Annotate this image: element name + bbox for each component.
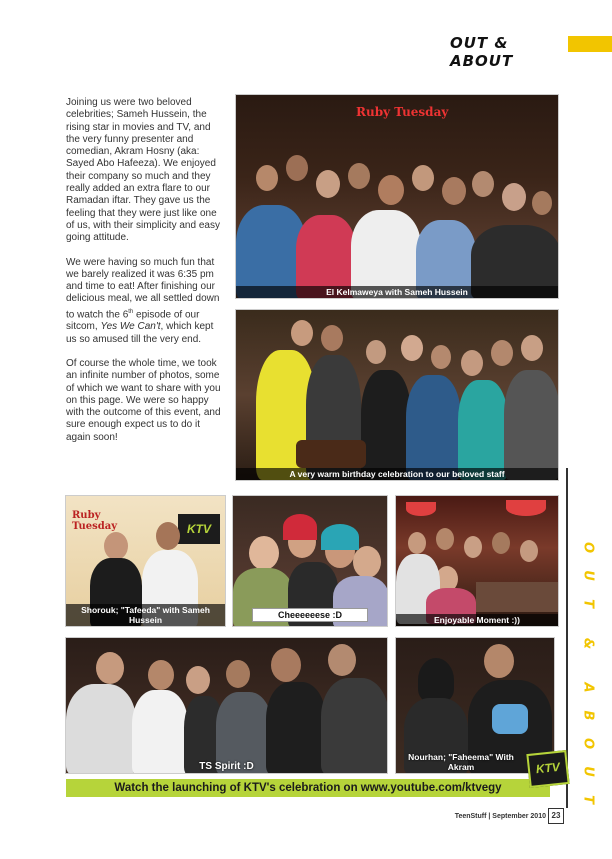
- paragraph-3: Of course the whole time, we took an infinite number of photos, some of which we want to share with you on this page. We were so happy with the outcome of this event, and sure enough expect us to do it again soon!: [66, 357, 221, 443]
- side-letter: O: [580, 541, 596, 554]
- ktv-logo: KTV: [526, 750, 569, 788]
- photo-1-caption: El Kelmaweya with Sameh Hussein: [236, 286, 558, 298]
- photo-enjoyable: [395, 495, 559, 627]
- side-letter: &: [580, 637, 596, 650]
- side-letter: U: [580, 570, 596, 581]
- ktv-board: KTV: [178, 514, 220, 544]
- photo-ts-spirit: [65, 637, 388, 774]
- side-letter: A: [580, 682, 596, 693]
- photo-6-caption: TS Spirit :D: [199, 761, 254, 772]
- photo-4-caption: Cheeeeeese :D: [252, 608, 368, 622]
- photo-shorouk: [65, 495, 226, 627]
- side-letter: T: [580, 599, 596, 608]
- sign-text: Ruby Tuesday: [72, 510, 118, 532]
- side-letter: T: [580, 795, 596, 804]
- youtube-banner[interactable]: Watch the launching of KTV's celebration on www.youtube.com/ktvegy: [66, 779, 550, 797]
- restaurant-sign: Ruby Tuesday: [356, 105, 449, 119]
- page-number: 23: [548, 808, 564, 824]
- photo-5-caption: Enjoyable Moment :)): [396, 614, 558, 626]
- section-title: OUT & ABOUT: [450, 34, 514, 70]
- side-letter: U: [580, 766, 596, 777]
- side-letter: O: [580, 737, 596, 750]
- photo-birthday: [235, 309, 559, 481]
- photo-cheese: [232, 495, 388, 627]
- side-letter: B: [580, 710, 596, 721]
- paragraph-2: We were having so much fun that we barely realized it was 6:35 pm and time to eat! After finishing our delicious meal, we all settled down to watch the 6th episode of our sitcom, Yes We Can't, which kept us so amused till the very end.: [66, 256, 220, 345]
- photo-7-caption: Nourhan; "Faheema" With Akram: [408, 752, 514, 772]
- footer-issue: TeenStuff | September 2010: [454, 813, 546, 820]
- photo-2-caption: A very warm birthday celebration to our beloved staff: [236, 468, 558, 480]
- photo-3-caption: Shorouk; "Tafeeda" with Sameh Hussein: [66, 604, 225, 626]
- header-accent-bar: [568, 36, 612, 52]
- paragraph-1: Joining us were two beloved celebrities; Sameh Hussein, the rising star in movies and TV, and the very funny presenter and comedian, Akram Hosny (aka: Sayed Abo Hafeeza). We enjoyed their company so much and they really added an extra flare to our Ramadan iftar. They gave us the feeling that they were just like one of us, with their simplicity and easy going attitude.: [66, 97, 220, 244]
- article-body: [66, 97, 226, 456]
- photo-group-sameh: [235, 94, 559, 299]
